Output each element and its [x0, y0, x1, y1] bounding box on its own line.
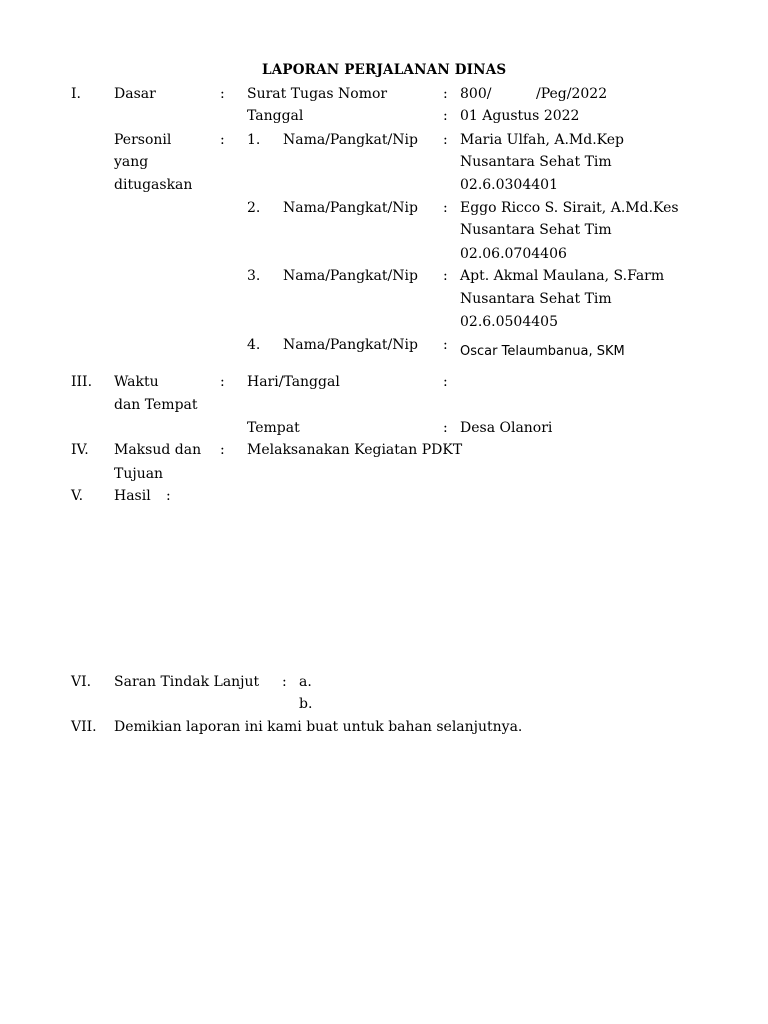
section-6-colon: : [282, 674, 287, 690]
member-3-name: Apt. Akmal Maulana, S.Farm [460, 268, 665, 284]
section-1-label: Dasar [114, 86, 156, 102]
section-7-number: VII. [71, 719, 97, 735]
surat-nomor-value: 800/ [460, 86, 492, 102]
surat-tugas-label: Surat Tugas Nomor [247, 86, 388, 102]
member-3-unit: Nusantara Sehat Tim [460, 291, 612, 307]
section-5-label: Hasil [114, 488, 151, 504]
personil-colon: : [220, 132, 225, 148]
section-4-label-line1: Maksud dan [114, 442, 202, 458]
section-5-number: V. [71, 488, 84, 504]
section-3-colon: : [220, 374, 225, 390]
surat-tugas-colon: : [443, 86, 448, 102]
section-7-text: Demikian laporan ini kami buat untuk bahan selanjutnya. [114, 719, 523, 735]
hari-tanggal-colon: : [443, 374, 448, 390]
member-4-number: 4. [247, 337, 261, 353]
personil-label-line3: ditugaskan [114, 177, 193, 193]
section-6-item-a: a. [299, 674, 312, 690]
member-2-nip: 02.06.0704406 [460, 246, 567, 262]
section-6-number: VI. [71, 674, 92, 690]
section-1-colon: : [220, 86, 225, 102]
tempat-colon: : [443, 420, 448, 436]
member-1-nip: 02.6.0304401 [460, 177, 558, 193]
member-3-colon: : [443, 268, 448, 284]
section-1-number: I. [71, 86, 81, 102]
section-4-colon: : [220, 442, 225, 458]
tempat-value: Desa Olanori [460, 420, 553, 436]
surat-nomor-suffix: /Peg/2022 [536, 86, 608, 102]
section-6-label: Saran Tindak Lanjut [114, 674, 260, 690]
section-5-colon: : [166, 488, 171, 504]
tanggal-colon: : [443, 108, 448, 124]
member-2-colon: : [443, 200, 448, 216]
section-4-label-line2: Tujuan [114, 466, 164, 482]
hari-tanggal-label: Hari/Tanggal [247, 374, 340, 390]
member-4-name: Oscar Telaumbanua, SKM [460, 344, 625, 359]
section-6-item-b: b. [299, 696, 313, 712]
section-3-label-line2: dan Tempat [114, 397, 198, 413]
tanggal-label: Tanggal [247, 108, 304, 124]
section-3-label-line1: Waktu [114, 374, 159, 390]
member-2-number: 2. [247, 200, 261, 216]
member-1-colon: : [443, 132, 448, 148]
tempat-label: Tempat [247, 420, 300, 436]
member-1-field-label: Nama/Pangkat/Nip [283, 132, 418, 148]
member-3-number: 3. [247, 268, 261, 284]
member-2-name: Eggo Ricco S. Sirait, A.Md.Kes [460, 200, 679, 216]
member-2-field-label: Nama/Pangkat/Nip [283, 200, 418, 216]
member-1-number: 1. [247, 132, 261, 148]
section-4-number: IV. [71, 442, 89, 458]
member-1-unit: Nusantara Sehat Tim [460, 154, 612, 170]
member-3-nip: 02.6.0504405 [460, 314, 558, 330]
section-4-value: Melaksanakan Kegiatan PDKT [247, 442, 463, 458]
personil-label-line2: yang [114, 154, 149, 170]
personil-label-line1: Personil [114, 132, 172, 148]
member-2-unit: Nusantara Sehat Tim [460, 222, 612, 238]
member-1-name: Maria Ulfah, A.Md.Kep [460, 132, 625, 148]
section-3-number: III. [71, 374, 93, 390]
document-title: LAPORAN PERJALANAN DINAS [262, 62, 507, 78]
member-4-field-label: Nama/Pangkat/Nip [283, 337, 418, 353]
member-3-field-label: Nama/Pangkat/Nip [283, 268, 418, 284]
member-4-colon: : [443, 337, 448, 353]
tanggal-value: 01 Agustus 2022 [460, 108, 580, 124]
